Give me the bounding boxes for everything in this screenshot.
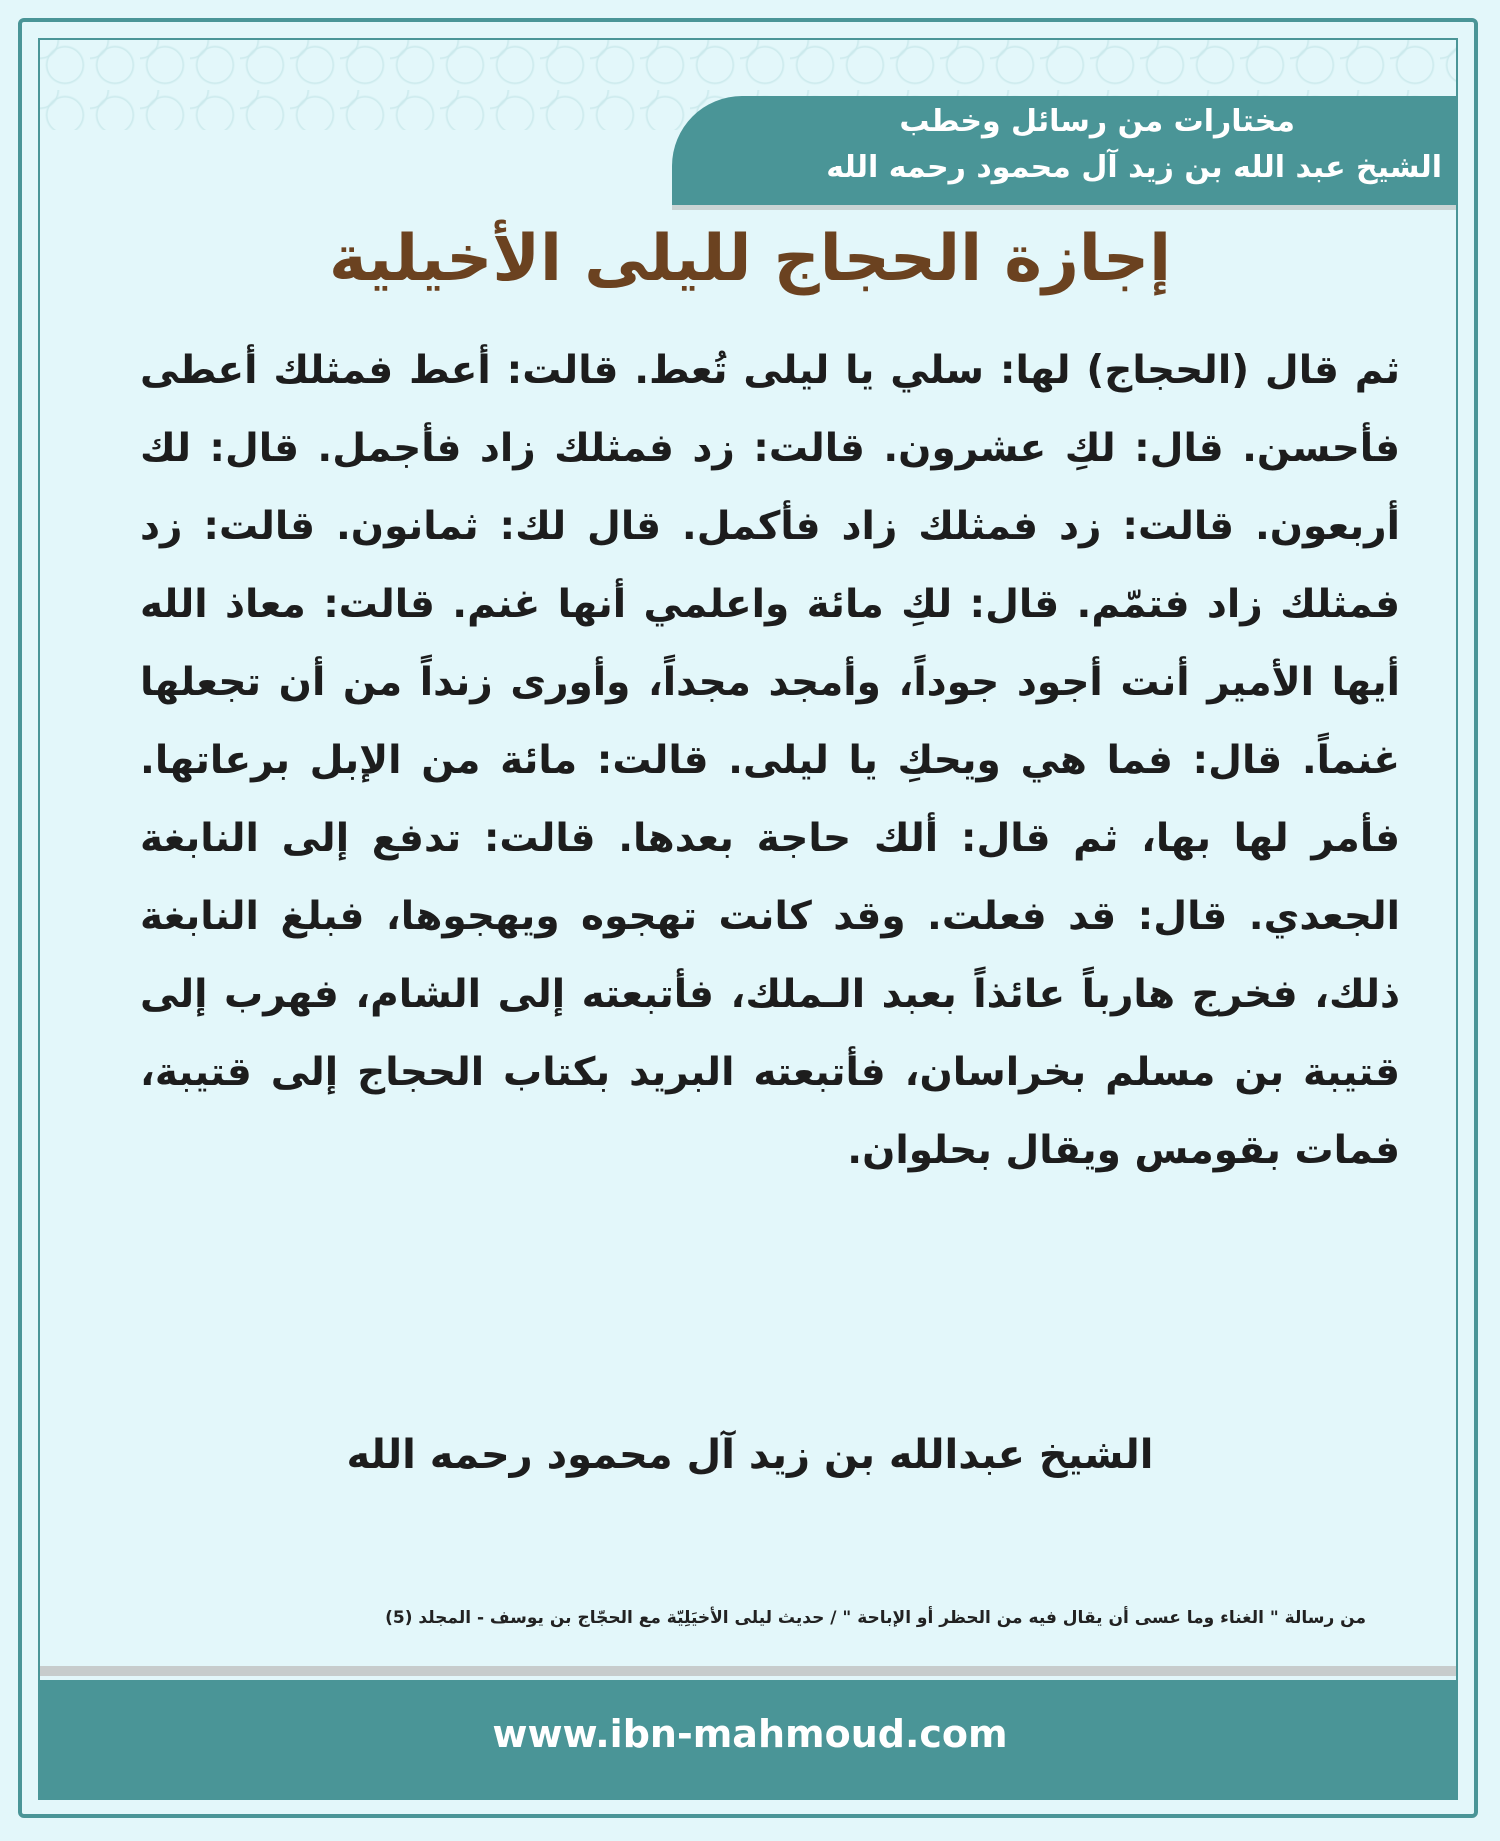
- article-body: ثم قال (الحجاج) لها: سلي يا ليلى تُعط. قالت: أعط فمثلك أعطى فأحسن. قال: لكِ عشرون. قالت: زد فمثلك زاد فأجمل. قال: لك أربعون. قالت: زد فمثلك زاد فأكمل. قال لك: ثمانون. قالت: زد فمثلك زاد فتمّم. قال: لكِ مائة واعلمي أنها غنم. قالت: معاذ الله أيها الأمير أنت أجود جوداً، وأمجد مجداً، وأورى زنداً من أن تجعلها غنماً. قال: فما هي ويحكِ يا ليلى. قالت: مائة من الإبل برعاتها. فأمر لها بها، ثم قال: ألك حاجة بعدها. قالت: تدفع إلى النابغة الجعدي. قال: قد فعلت. وقد كانت تهجوه ويهجوها، فبلغ النابغة ذلك، فخرج هارباً عائذاً بعبد الـملك، فأتبعته إلى الشام، فهرب إلى قتيبة بن مسلم بخراسان، فأتبعته البريد بكتاب الحجاج إلى قتيبة، فمات بقومس ويقال بحلوان.: [140, 348, 1400, 1173]
- author-signature: الشيخ عبدالله بن زيد آل محمود رحمه الله: [346, 1432, 1154, 1478]
- website-link[interactable]: www.ibn-mahmoud.com: [492, 1712, 1008, 1756]
- footer-divider: [40, 1666, 1456, 1676]
- page-title: إجازة الحجاج لليلى الأخيلية: [329, 222, 1171, 296]
- header-series-title: مختارات من رسائل وخطب: [899, 104, 1295, 139]
- header-author: الشيخ عبد الله بن زيد آل محمود رحمه الله: [826, 150, 1442, 185]
- source-citation: من رسالة " الغناء وما عسى أن يقال فيه من الحظر أو الإباحة " / حديث ليلى الأخيَلِيّة مع الحجّاج بن يوسف - المجلد (5): [385, 1608, 1366, 1628]
